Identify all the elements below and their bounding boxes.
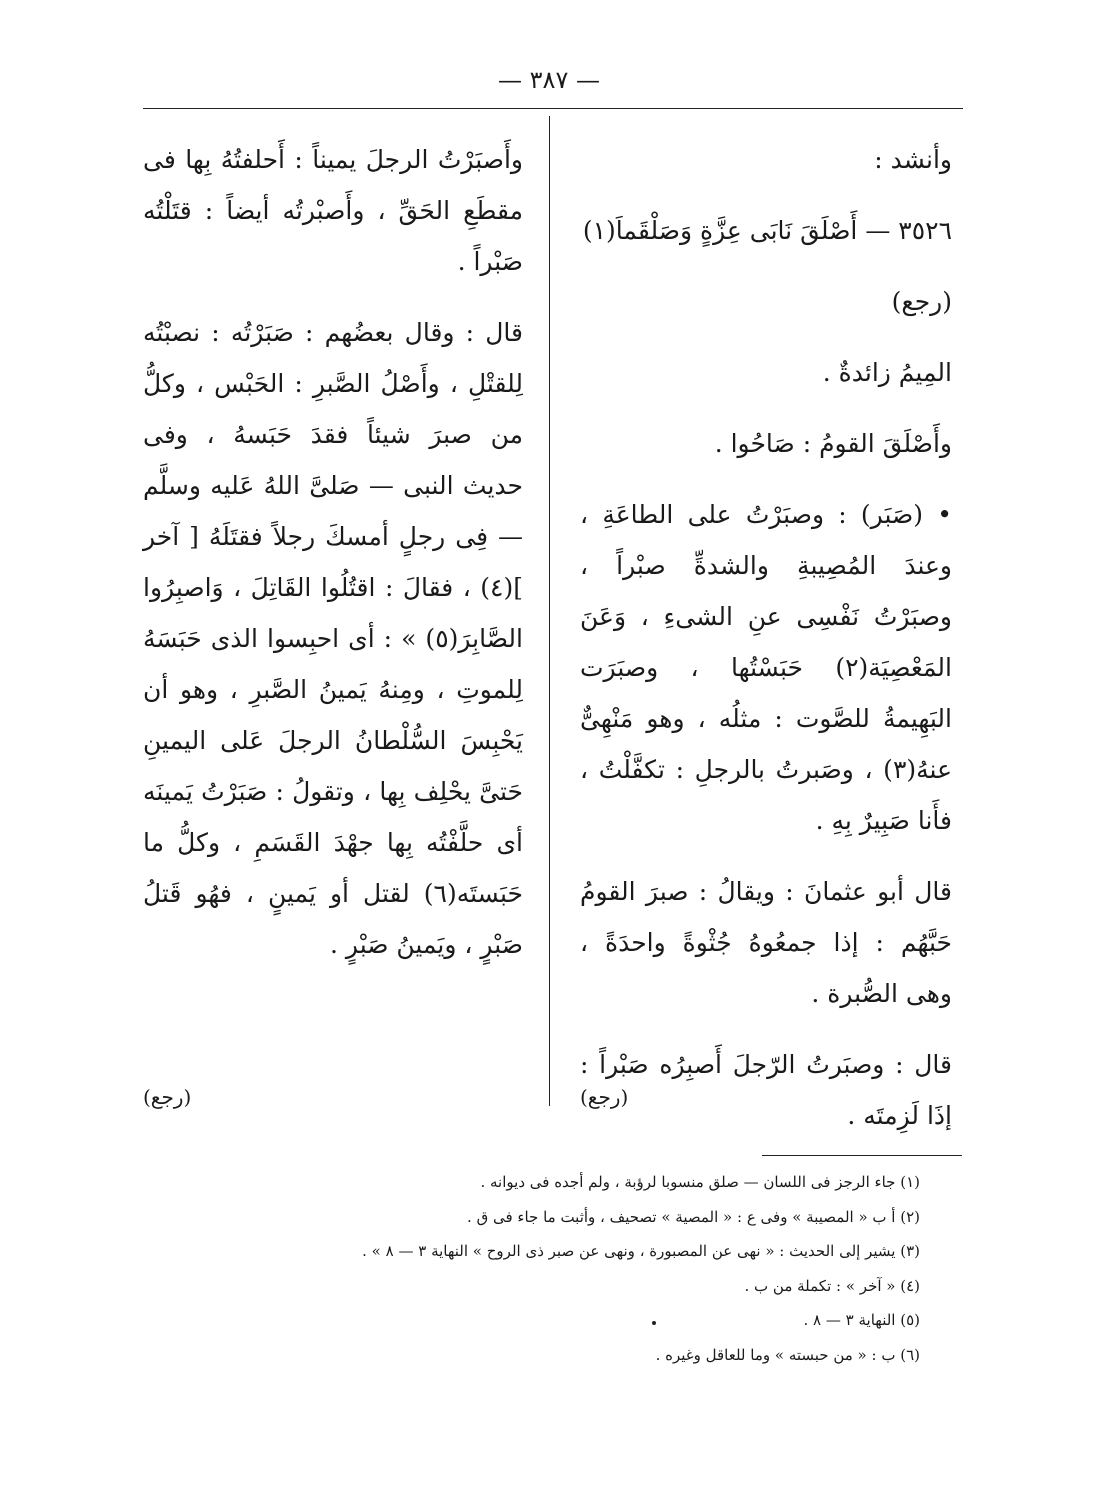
verse-line: ٣٥٢٦ — أَصْلَقَ نَابَى عِزَّةٍ وَصَلْقَماَ(١) — [582, 216, 952, 245]
page-number: — ٣٨٧ — — [498, 66, 600, 94]
footnote: (١) جاء الرجز فى اللسان — صلق منسوبا لرؤبة ، ولم أجده فى ديوانه . — [480, 1173, 920, 1191]
paragraph: قال : وقال بعضُهم : صَبَرْتُه : نصبْتُه لِلقتْلِ ، وأَصْلُ الصَّبرِ : الحَبْس ، وكلُّ من صبرَ شيئاً فقدَ حَبَسهُ ، وفى حديث النبى — صَلىَّ اللهُ عَليه وسلَّم — فِى رجلٍ أمسكَ رجلاً فقتَلَهُ [ آخر ](٤) ، فقالَ : اقتُلُوا القَاتِلَ ، وَاصبِرُوا الصَّابِرَ(٥) » : أى احبِسوا الذى حَبَسَهُ لِلموتِ ، ومِنهُ يَمينُ الصَّبرِ ، وهو أن يَحْبِسَ السُّلْطانُ الرجلَ عَلى اليمينِ حَتىَّ يحْلِف بِها ، وتقولُ : صَبَرْتُ يَمينَه أى حلَّفْتُه بِها جهْدَ القَسَمِ ، وكلُّ ما حَبَستَه(٦) لقتل أو يَمينٍ ، فهُو قَتلُ صَبْرٍ ، ويَمينُ صَبْرٍ . — [143, 318, 523, 959]
footnote: (٣) يشير إلى الحديث : « نهى عن المصبورة ، ونهى عن صبر ذى الروح » النهاية ٣ — ٨ » . — [362, 1242, 920, 1260]
footnote: (٥) النهاية ٣ — ٨ . — [803, 1311, 920, 1329]
entry-paragraph: • (صَبَر) : وصبَرْتُ على الطاعَةِ ، وعندَ المُصِيبةِ والشدةِّ صبْراً ، وصبَرْتُ نَفْسِى عنِ الشىءِ ، وَعَنَ المَعْصِيَة(٢) حَبَسْتُها ، وصبَرَت البَهِيمةُ للصَّوت : مثلُه ، وهو مَنْهِىٌّ عنهُ(٣) ، وصَبرتُ بالرجلِ : تكفَّلْتُ ، فأَنا صَبِيرٌ بِهِ . — [580, 500, 952, 835]
header-rule — [143, 108, 963, 109]
paragraph: وأنشد : — [874, 145, 952, 174]
ink-dot — [652, 1321, 656, 1325]
paragraph: المِيمُ زائدةٌ . — [822, 358, 952, 387]
left-column — [143, 134, 523, 990]
reference-mark: (رجع) — [891, 287, 952, 316]
paragraph: وأَصبَرْتُ الرجلَ يميناً : أَحلفتُهُ بِها فى مقطَعِ الحَقِّ ، وأَصبْرتُه أيضاً : قتَلْتُه صَبْراً . — [143, 145, 523, 276]
footnote-rule — [762, 1155, 962, 1156]
footnote: (٦) ب : « من حبسته » وما للعاقل وغيره . — [655, 1345, 920, 1364]
column-divider — [549, 116, 550, 1106]
footnote: (٤) « آخر » : تكملة من ب . — [744, 1276, 920, 1295]
paragraph: قال : وصبَرتُ الرّجلَ أَصبِرُه صَبْراً : إذَا لَزِمتَه . — [580, 1050, 952, 1130]
footnote: (٢) أ ب « المصيبة » وفى ع : « المصية » تصحيف ، وأثبت ما جاء فى ق . — [467, 1207, 920, 1226]
paragraph: وأَصْلَقَ القومُ : صَاحُوا . — [714, 429, 952, 458]
reference-mark: (رجع) — [580, 1085, 629, 1109]
reference-mark: (رجع) — [143, 1085, 192, 1109]
right-column — [580, 134, 952, 1161]
footnotes — [250, 1165, 920, 1372]
paragraph: قال أبو عثمانَ : ويقالُ : صبرَ القومُ حَبَّهُم : إذا جمعُوهُ جُثْوةً واحدَةً ، وهى الصُّبرة . — [580, 877, 952, 1008]
